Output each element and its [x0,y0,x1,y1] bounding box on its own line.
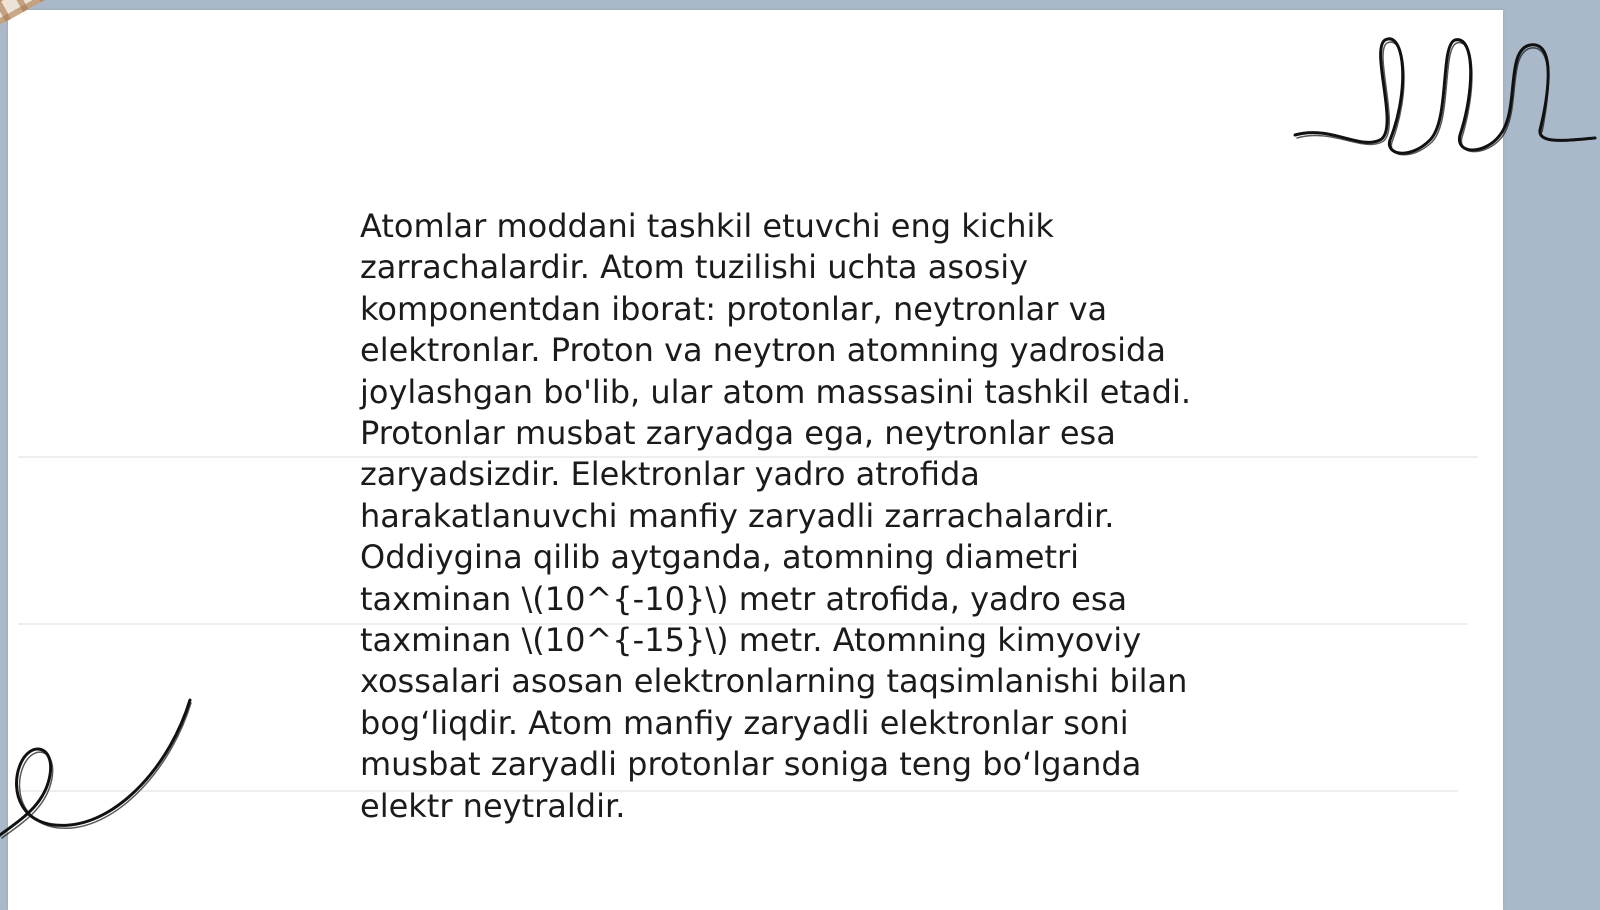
loop-scribble-bottom-left [0,695,200,845]
washi-tape-strip [0,0,496,61]
body-text: Atomlar moddani tashkil etuvchi eng kichik zarrachalardir. Atom tuzilishi uchta asosiy komponentdan iborat: protonlar, neytronlar va elektronlar. Proton va neytron atomning yadrosida joylashgan bo'lib, ular atom massasini tashkil etadi. Protonlar musbat zaryadga ega, neytronlar esa zaryadsizdir. Elektronlar yadro atrofida harakatlanuvchi manfiy zaryadli zarrachalardir. Oddiygina qilib aytganda, atomning diametri taxminan \(10^{-10}\) metr atrofida, yadro esa taxminan \(10^{-15}\) metr. Atomning kimyoviy xossalari asosan elektronlarning taqsimlanishi bilan bog‘liqdir. Atom manfiy zaryadli elektronlar soni musbat zaryadli protonlar soniga teng bo‘lganda elektr neytraldir. [360,207,1191,825]
loop-scribble-top-right [1290,30,1600,170]
